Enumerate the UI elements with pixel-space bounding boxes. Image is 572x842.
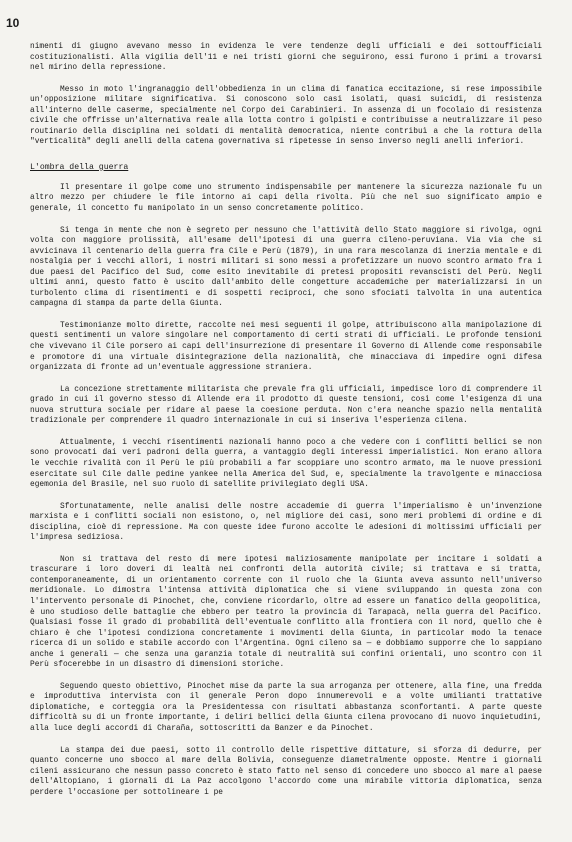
- paragraph: Si tenga in mente che non è segreto per nessuno che l'attività dello Stato maggiore si rivolga, ogni volta con maggiore prolissità, all'esame dell'ipotesi di una guerra cileno-peruviana. Via via che si avvicinava il centenario della guerra fra Cile e Perù (1879), in una rara mescolanza di inerzia mentale e di nostalgia per i vecchi allori, i nostri militari si sono messi a profetizzare un nuovo scontro armato fra i due paesi del Pacifico del Sud, come esito inevitabile di pretesi propositi revanscisti del Perù. Negli ultimi anni, questo fatto è uscito dall'ambito delle congetture accademiche per materializzarsi in un turbolento clima di risentimenti e di sospetti reciproci, che sono sfociati talvolta in una autentica campagna di stampa da parte della Giunta.: [30, 225, 542, 309]
- paragraph-continuation: nimenti di giugno avevano messo in evidenza le vere tendenze degli ufficiali e dei sottoufficiali costituzionalisti. Alla vigilia dell'11 e nei tristi giorni che seguirono, essi furono i primi a trovarsi nel mirino della repressione.: [30, 42, 542, 73]
- section-heading: L'ombra della guerra: [30, 162, 129, 172]
- paragraph: Testimonianze molto dirette, raccolte nei mesi seguenti il golpe, attribuiscono alla manipolazione di questi sentimenti un valore singolare nel comportamento di certi strati di ufficiali. Le profonde tensioni che vivevano il Cile porsero ai capi dell'insurrezione di presentare il Governo di Allende come responsabile e promotore di una virtuale disintegrazione della nazionalità, che minacciava di impedire ogni difesa organizzata di fronte ad un'eventuale aggressione straniera.: [30, 320, 542, 373]
- paragraph: La stampa dei due paesi, sotto il controllo delle rispettive dittature, si sforza di dedurre, per quanto concerne uno sbocco al mare della Bolivia, conseguenze diametralmente opposte. Mentre i giornali cileni assicurano che nessun passo concreto è stato fatto nel senso di concedere uno sbocco al mare al paese dell'Altopiano, i giornali di La Paz accolgono l'accordo come una mirabile vittoria diplomatica, senza perdere l'occasione per sottolineare i pe: [30, 745, 542, 797]
- paragraph: Il presentare il golpe come uno strumento indispensabile per mantenere la sicurezza nazionale fu un altro mezzo per chiudere le file intorno ai capi della rivolta. Più che nel suo significato ampio e generale, il concetto fu manipolato in un senso concretamente politico.: [30, 182, 542, 214]
- paragraph: Seguendo questo obiettivo, Pinochet mise da parte la sua arroganza per ottenere, alla fine, una fredda e improduttiva intervista con il generale Peron dopo innumerevoli e a volte umilianti trattative diplomatiche, e corteggia ora la Presidentessa con risultati abbastanza sconfortanti. A parte queste difficoltà su di un fronte importante, i deliri bellici della Giunta cilena provocano di nuovo inquietudini, alla luce degli accordi di Charaña, sottoscritti da Banzer e da Pinochet.: [30, 681, 542, 733]
- page-number: 10: [6, 16, 20, 30]
- paragraph: Messo in moto l'ingranaggio dell'obbedienza in un clima di fanatica eccitazione, si rese impossibile un'opposizione militare significativa. Si conoscono solo casi isolati, quasi suicidi, di resistenza all'interno delle caserme, specialmente nel Corpo dei Carabinieri. In assenza di un focolaio di resistenza civile che offrisse un'alternativa reale alla lotta contro i golpisti e contribuisse a neutralizzare il peso routinario della disciplina nei soldati di mentalità democratica, niente contribuì a che la rottura della "verticalità" degli anelli della catena governativa si ripetesse in senso inverso negli anelli inferiori.: [30, 84, 542, 147]
- paragraph: Sfortunatamente, nelle analisi delle nostre accademie di guerra l'imperialismo è un'invenzione marxista e i conflitti sociali non esistono, o, nel migliore dei casi, sono meri problemi di ordine e di disciplina, cioè di repressione. Ma con queste idee furono accolte le adesioni di moltissimi ufficiali per l'impresa sediziosa.: [30, 501, 542, 543]
- paragraph: La concezione strettamente militarista che prevale fra gli ufficiali, impedisce loro di comprendere il grado in cui il governo stesso di Allende era il prodotto di queste tensioni, così come l'esigenza di una nuova struttura sociale per ridare al paese la coesione perduta. Non c'era neanche spazio nella mentalità tradizionale per comprendere il quadro internazionale in cui si inseriva l'esperienza cilena.: [30, 384, 542, 426]
- body-text: [30, 42, 542, 798]
- paragraph: Non si trattava del resto di mere ipotesi maliziosamente manipolate per incitare i soldati a trascurare i loro doveri di lealtà nei confronti della autorità civile; si trattava e si tratta, contemporaneamente, di un orientamento corrente con il ruolo che la Giunta aveva assunto nell'universo meridionale. Lo dimostra l'intensa attività diplomatica che si viene sviluppando in questa zona con l'intervento personale di Pinochet, che, conviene ricordarlo, oltre ad essere un fanatico della geopolitica, è uno studioso delle battaglie che ebbero per teatro la provincia di Tarapacà, nella guerra del Pacifico. Qualsiasi fosse il grado di probabilità dell'eventuale conflitto alla frontiera con il nord, quello che è chiaro è che l'ipotesi condiziona concretamente i movimenti della Giunta, in particolar modo la tenace ricerca di un solido e stabile accordo con l'Argentina. Ogni cileno sa — e dobbiamo supporre che lo sappiano anche i generali — che senza una garanzia totale di neutralità sui confini orientali, uno scontro con il Perù sfocerebbe in un disastro di dimensioni storiche.: [30, 554, 542, 670]
- paragraph: Attualmente, i vecchi risentimenti nazionali hanno poco a che vedere con i conflitti bellici se non sono provocati dai veri padroni della guerra, a vantaggio degli interessi imperialistici. Non erano allora le vecchie rivalità con il Perù le più probabili a far scoppiare uno scontro armato, ma le nuove pressioni esercitate sul Cile dalle pedine yankee nella America del Sud, e, specialmente la travolgente e minacciosa egemonia del Brasile, nel suo ruolo di satellite privilegiato degli USA.: [30, 437, 542, 490]
